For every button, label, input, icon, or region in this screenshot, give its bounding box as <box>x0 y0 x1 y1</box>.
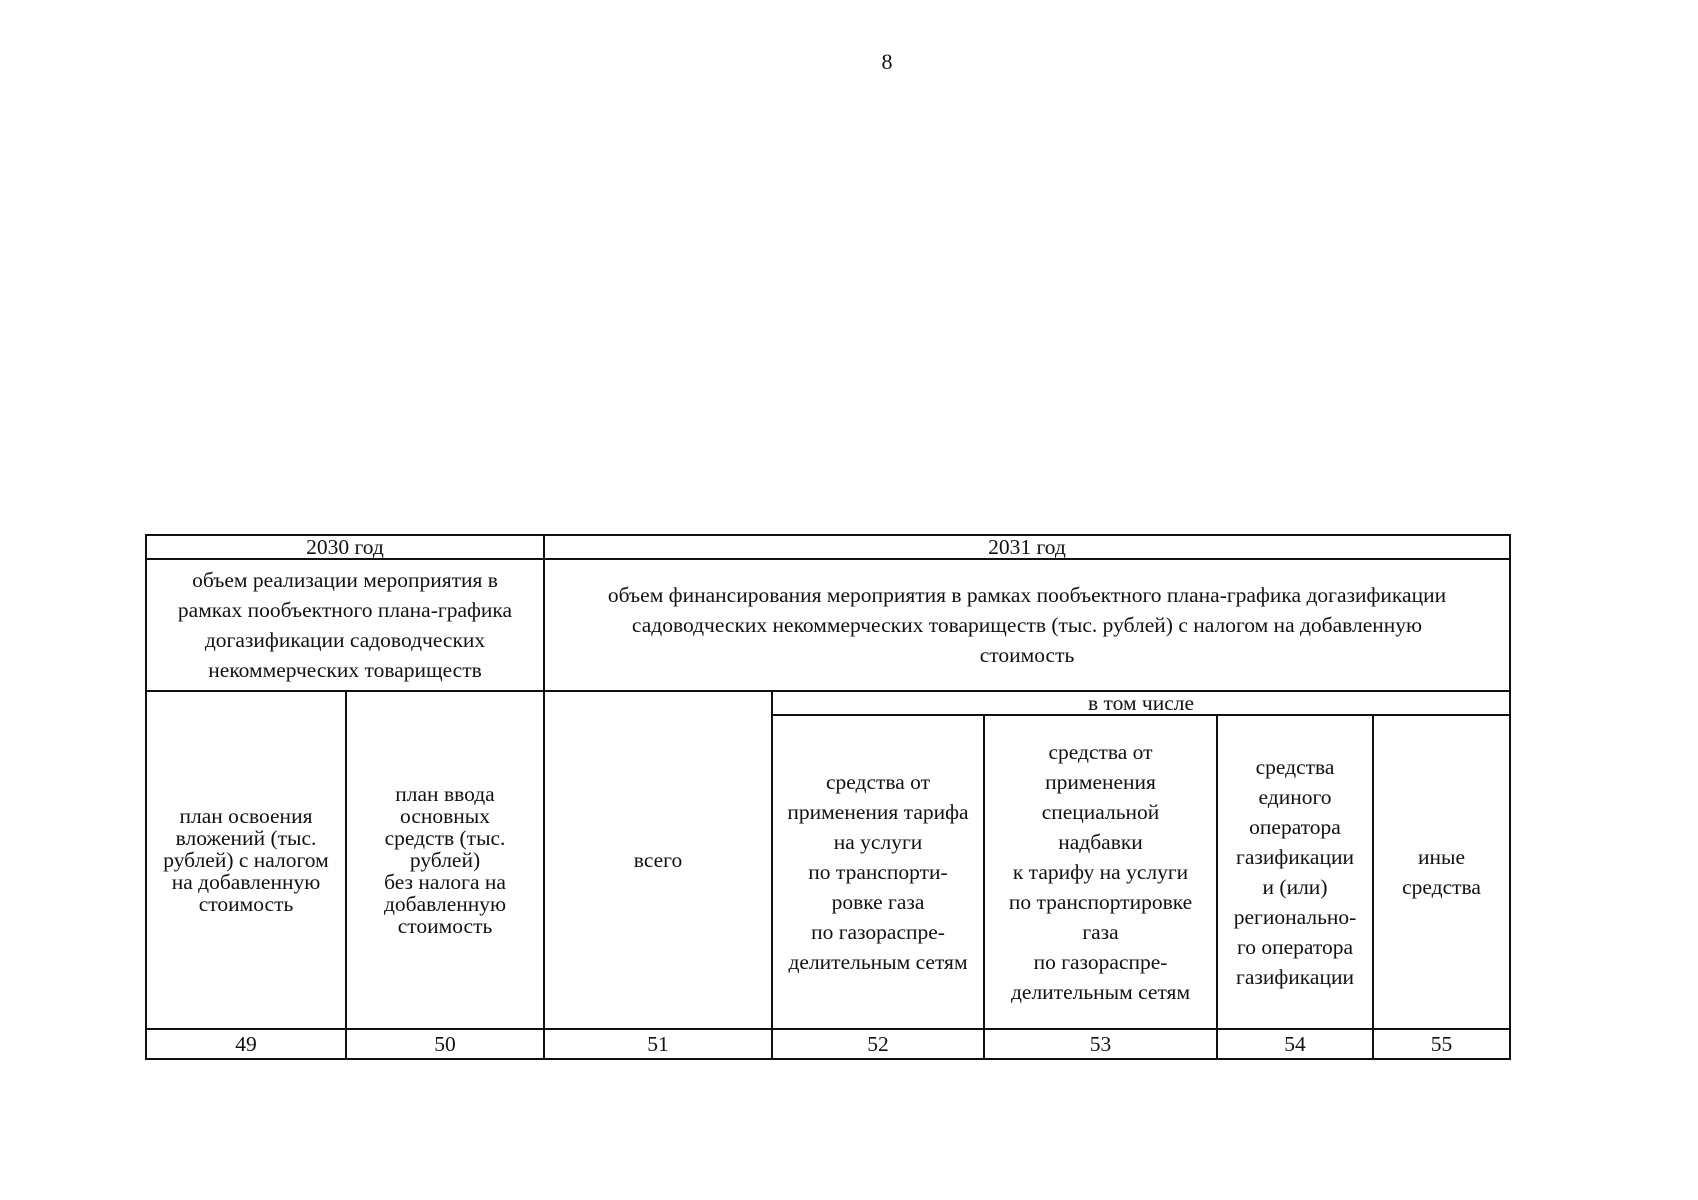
page-number: 8 <box>881 49 893 74</box>
column-number-54: 54 <box>1217 1029 1373 1059</box>
column-number-50: 50 <box>346 1029 544 1059</box>
column-header-50: план ввода основных средств (тыс. рублей) без налога на добавленную стоимость <box>346 691 544 1029</box>
column-header-54: средства единого оператора газификации и (или) регионально- го оператора газификации <box>1217 715 1373 1029</box>
column-header-53: средства от применения специальной надбавки к тарифу на услуги по транспортировке газа по газораспре- делительным сетям <box>984 715 1217 1029</box>
column-header-51: всего <box>544 691 772 1029</box>
financing-table <box>145 534 1511 1060</box>
year-header-row <box>146 535 1510 559</box>
column-number-51: 51 <box>544 1029 772 1059</box>
column-header-52: средства от применения тарифа на услуги по транспорти- ровке газа по газораспре- делительным сетям <box>772 715 984 1029</box>
section-2030-header: объем реализации мероприятия в рамках пообъектного плана-графика догазификации садоводческих некоммерческих товариществ <box>146 559 544 691</box>
column-number-row <box>146 1029 1510 1059</box>
column-number-55: 55 <box>1373 1029 1510 1059</box>
column-number-53: 53 <box>984 1029 1217 1059</box>
including-header: в том числе <box>772 691 1510 715</box>
column-header-49: план освоения вложений (тыс. рублей) с налогом на добавленную стоимость <box>146 691 346 1029</box>
column-number-49: 49 <box>146 1029 346 1059</box>
subheader-row <box>146 691 1510 715</box>
section-header-row <box>146 559 1510 691</box>
column-number-52: 52 <box>772 1029 984 1059</box>
year-2030-header: 2030 год <box>146 535 544 559</box>
year-2031-header: 2031 год <box>544 535 1510 559</box>
section-2031-header: объем финансирования мероприятия в рамках пообъектного плана-графика догазификации садоводческих некоммерческих товариществ (тыс. рублей) с налогом на добавленную стоимость <box>544 559 1510 691</box>
column-header-55: иные средства <box>1373 715 1510 1029</box>
